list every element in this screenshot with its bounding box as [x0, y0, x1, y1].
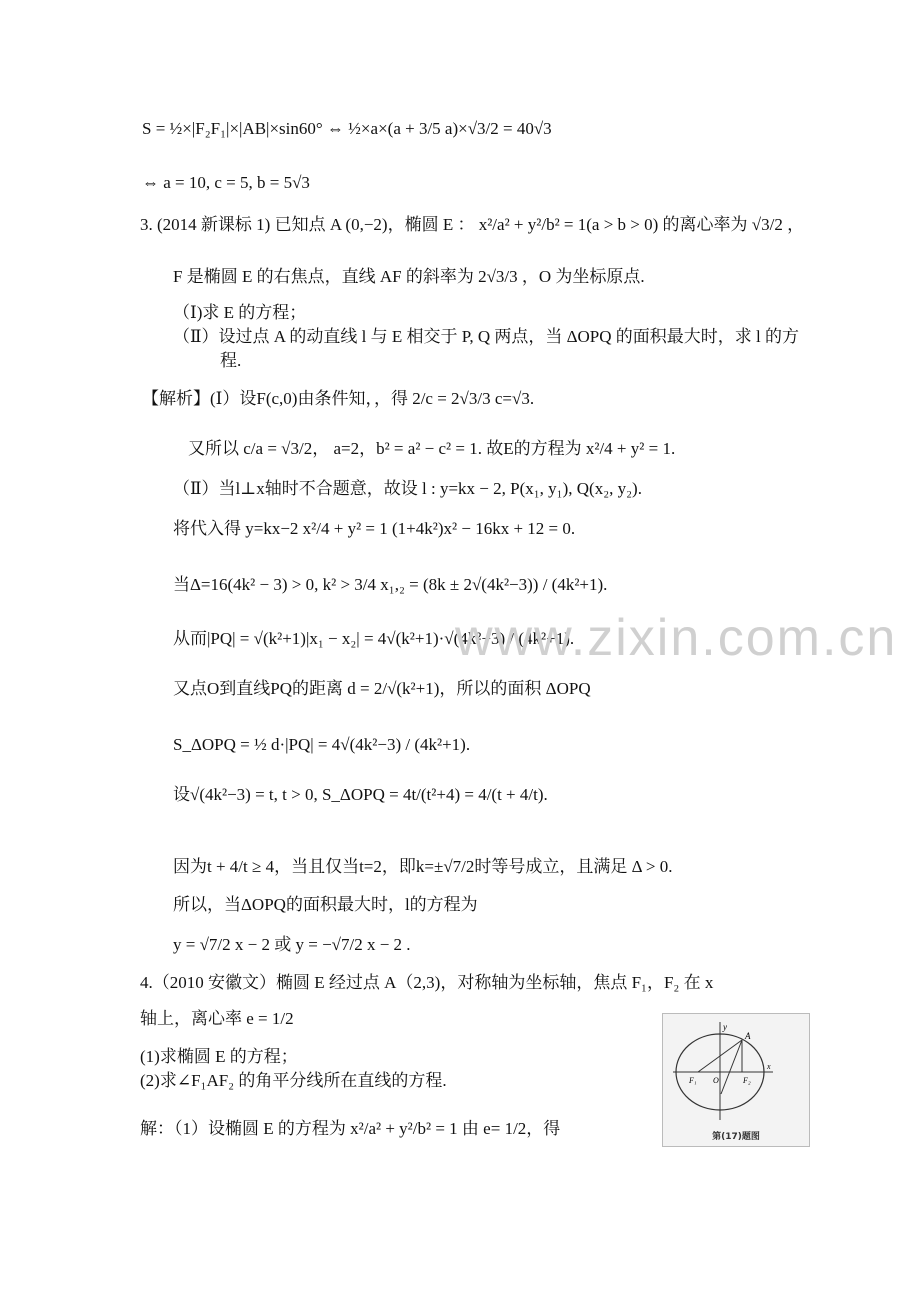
- label-o: O: [713, 1076, 719, 1085]
- label-y: y: [723, 1022, 727, 1032]
- label-x: x: [767, 1062, 771, 1071]
- problem-4-part-2: (2)求∠F₁AF₂ 的角平分线所在直线的方程.: [140, 1071, 447, 1090]
- formula-line-1: S = ½×|F₂F₁|×|AB|×sin60° ⇔ ½×a×(a + 3/5 a)×√3/2 = 40√3: [142, 119, 552, 138]
- problem-4-line-a: 4.（2010 安徽文）椭圆 E 经过点 A（2,3)，对称轴为坐标轴，焦点 F₁，F₂ 在 x: [140, 973, 714, 992]
- problem-3-part-2-line-a: （Ⅱ）设过点 A 的动直线 l 与 E 相交于 P, Q 两点，当 ΔOPQ 的面积最大时，求 l 的方: [173, 327, 800, 346]
- solution-line-1: 【解析】(Ⅰ）设F(c,0)由条件知，，得 2/c = 2√3/3 c=√3.: [142, 389, 535, 408]
- problem-3-part-1: （Ⅰ)求 E 的方程；: [173, 303, 307, 322]
- label-f2: F₂: [743, 1076, 751, 1085]
- solution-line-11: 所以，当ΔOPQ的面积最大时，l的方程为: [173, 895, 478, 914]
- solution-line-5: 当Δ=16(4k² − 3) > 0, k² > 3/4 x₁,₂ = (8k ± 2√(4k²−3)) / (4k²+1).: [173, 575, 608, 594]
- label-f1: F₁: [689, 1076, 697, 1085]
- problem-3-heading: 3. (2014 新课标 1) 已知点 A (0,−2)，椭圆 E ： x²/a² + y²/b² = 1(a > b > 0) 的离心率为 √3/2 ，: [140, 215, 805, 234]
- problem-4-solution: 解：（1）设椭圆 E 的方程为 x²/a² + y²/b² = 1 由 e= 1/2，得: [140, 1119, 561, 1138]
- ellipse-diagram: [663, 1014, 809, 1126]
- label-a: A: [745, 1031, 751, 1041]
- solution-line-2: 又所以 c/a = √3/2， a=2，b² = a² − c² = 1. 故E的方程为 x²/4 + y² = 1.: [188, 439, 676, 458]
- solution-line-4: 将代入得 y=kx−2 x²/4 + y² = 1 (1+4k²)x² − 16kx + 12 = 0.: [173, 519, 576, 538]
- solution-line-12: y = √7/2 x − 2 或 y = −√7/2 x − 2 .: [173, 935, 411, 954]
- solution-line-8: S_ΔOPQ = ½ d·|PQ| = 4√(4k²−3) / (4k²+1).: [173, 735, 471, 754]
- solution-line-10: 因为t + 4/t ≥ 4，当且仅当t=2，即k=±√7/2时等号成立，且满足 Δ > 0.: [173, 857, 673, 876]
- solution-line-3: （Ⅱ）当l⊥x轴时不合题意，故设 l : y=kx − 2, P(x₁, y₁), Q(x₂, y₂).: [173, 479, 642, 498]
- problem-3-part-2-line-b: 程.: [220, 351, 242, 370]
- watermark: www.zixin.com.cn: [455, 609, 898, 667]
- ellipse-figure: [662, 1013, 810, 1147]
- solution-line-9: 设√(4k²−3) = t, t > 0, S_ΔOPQ = 4t/(t²+4) = 4/(t + 4/t).: [173, 785, 548, 804]
- solution-line-6: 从而|PQ| = √(k²+1)|x₁ − x₂| = 4√(k²+1)·√(4k²−3) / (4k²+1).: [173, 629, 575, 648]
- formula-line-2: ⇔ a = 10, c = 5, b = 5√3: [142, 173, 310, 192]
- figure-caption: 第(17)题图: [712, 1132, 760, 1142]
- problem-4-part-1: (1)求椭圆 E 的方程；: [140, 1047, 298, 1066]
- solution-line-7: 又点O到直线PQ的距离 d = 2/√(k²+1)，所以的面积 ΔOPQ: [173, 679, 591, 698]
- problem-4-line-b: 轴上，离心率 e = 1/2: [140, 1009, 294, 1028]
- problem-3-line-2: F 是椭圆 E 的右焦点，直线 AF 的斜率为 2√3/3 ，O 为坐标原点.: [173, 267, 645, 286]
